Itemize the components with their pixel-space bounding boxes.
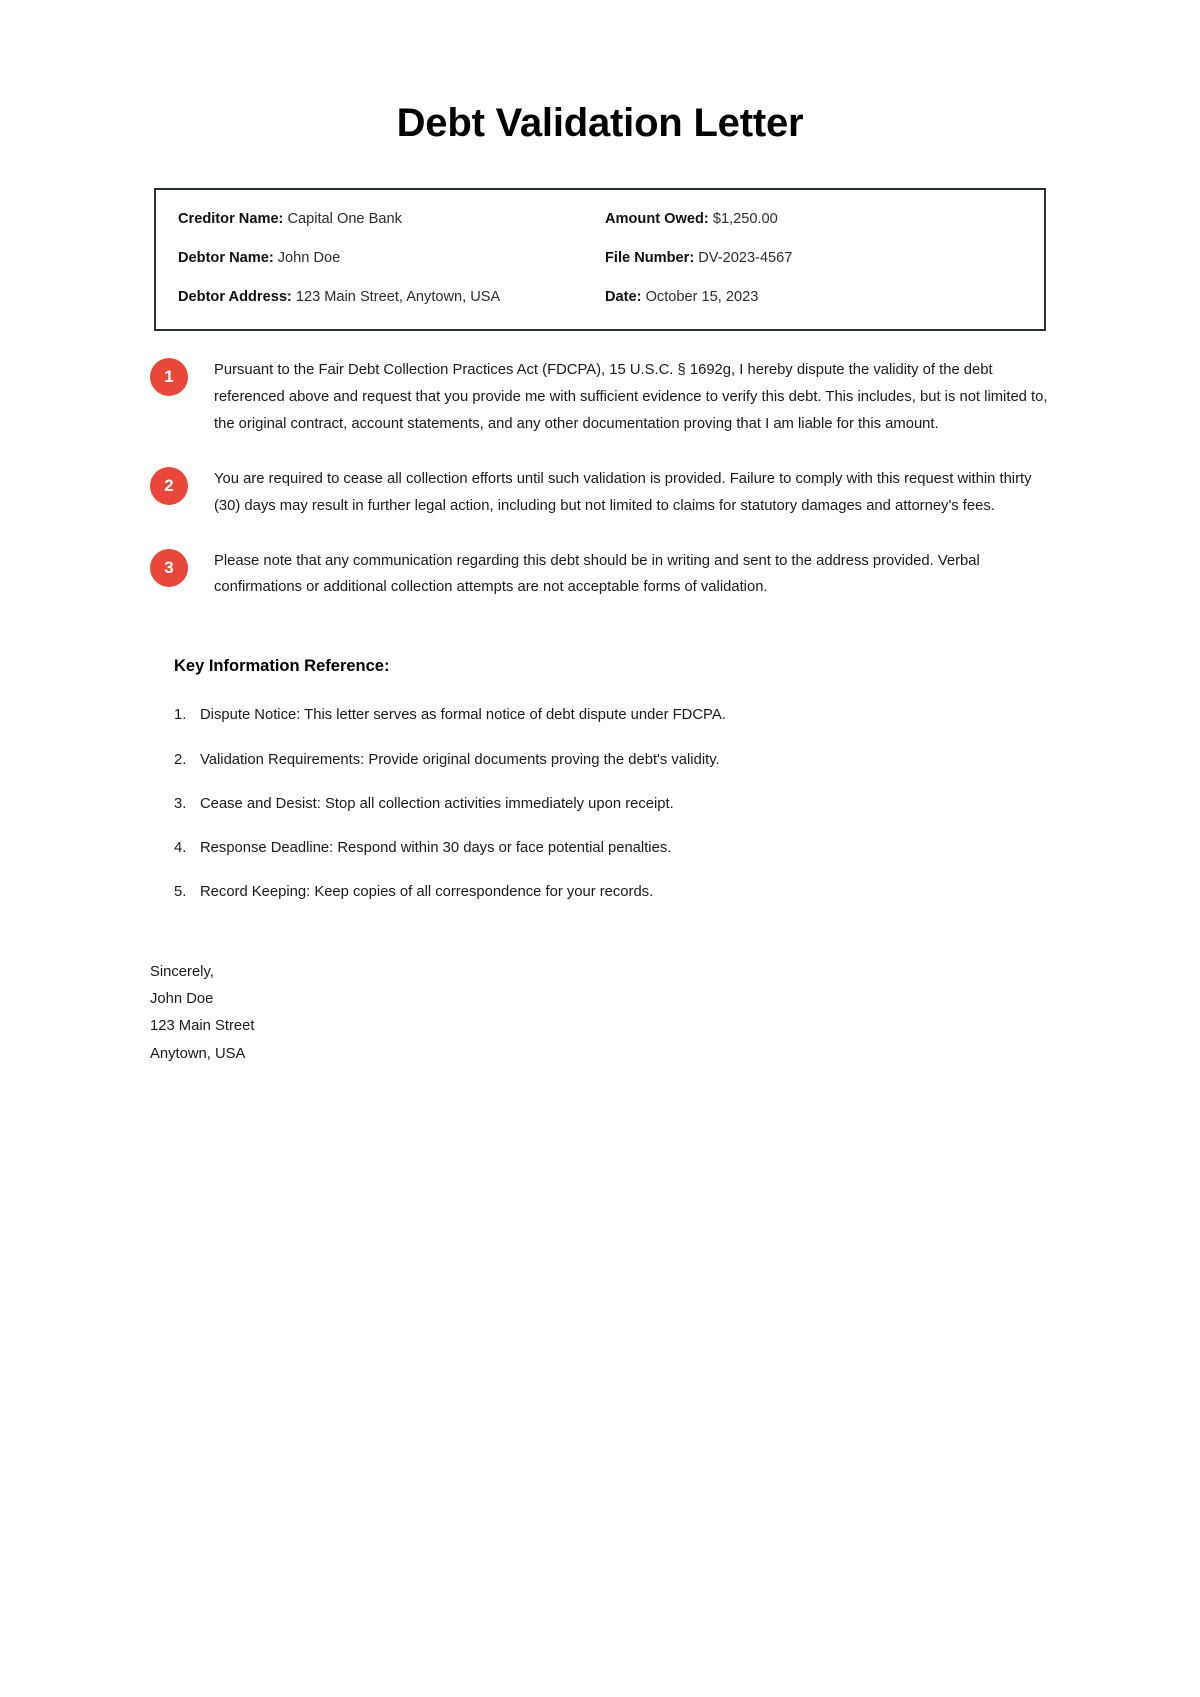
page-bottom-whitespace bbox=[0, 1068, 1200, 1628]
info-grid bbox=[178, 210, 1022, 307]
info-label-file-number: File Number: bbox=[605, 249, 695, 266]
page-title: Debt Validation Letter bbox=[396, 101, 804, 145]
clause-item bbox=[150, 466, 1050, 520]
list-item-label: Validation Requirements: Provide original documents proving the debt's validity. bbox=[200, 751, 720, 768]
key-information-section bbox=[150, 657, 1050, 903]
clause-item bbox=[150, 548, 1050, 602]
clause-number-badge: 2 bbox=[150, 467, 188, 505]
clause-number-badge: 3 bbox=[150, 549, 188, 587]
list-item-number: 4. bbox=[174, 839, 187, 856]
clause-text: Please note that any communication regarding this debt should be in writing and sent to the address provided. Verbal confirmations or additional collection attempts are not acceptable forms of validation. bbox=[214, 552, 980, 596]
info-label-date: Date: bbox=[605, 288, 642, 305]
list-item-number: 2. bbox=[174, 751, 187, 768]
list-item-label: Dispute Notice: This letter serves as formal notice of debt dispute under FDCPA. bbox=[200, 707, 726, 724]
list-item bbox=[174, 704, 1050, 726]
clause-text: Pursuant to the Fair Debt Collection Practices Act (FDCPA), 15 U.S.C. § 1692g, I hereby dispute the validity of the debt referenced above and request that you provide me with sufficient evidence to verify this debt. This includes, but is not limited to, the original contract, account statements, and any other documentation proving that I am liable for this amount. bbox=[214, 361, 1048, 432]
clause-number-badge: 1 bbox=[150, 358, 188, 396]
list-item-number: 3. bbox=[174, 795, 187, 812]
key-information-list bbox=[174, 704, 1050, 903]
list-item bbox=[174, 793, 1050, 815]
info-field-date bbox=[605, 288, 1022, 307]
list-item-number: 5. bbox=[174, 884, 187, 901]
info-value-date: October 15, 2023 bbox=[645, 288, 759, 305]
info-field-amount-owed bbox=[605, 210, 1022, 229]
clause-item bbox=[150, 357, 1050, 438]
info-label-amount-owed: Amount Owed: bbox=[605, 211, 709, 227]
letter-info-box bbox=[154, 188, 1046, 331]
signature-address-city: Anytown, USA bbox=[150, 1045, 246, 1062]
signature-address-street: 123 Main Street bbox=[150, 1018, 255, 1035]
info-value-debtor-address: 123 Main Street, Anytown, USA bbox=[295, 288, 501, 305]
list-item-label: Record Keeping: Keep copies of all correspondence for your records. bbox=[200, 884, 654, 901]
info-field-debtor-address bbox=[178, 288, 595, 307]
list-item bbox=[174, 837, 1050, 859]
info-label-debtor-name: Debtor Name: bbox=[178, 249, 274, 266]
list-item bbox=[174, 749, 1050, 771]
list-item bbox=[174, 881, 1050, 903]
info-value-creditor-name: Capital One Bank bbox=[287, 211, 402, 227]
signature-block bbox=[150, 959, 1050, 1067]
list-item-label: Cease and Desist: Stop all collection activities immediately upon receipt. bbox=[200, 795, 674, 812]
signature-name: John Doe bbox=[150, 991, 214, 1008]
info-field-creditor-name bbox=[178, 210, 595, 229]
info-value-file-number: DV-2023-4567 bbox=[698, 249, 793, 266]
info-label-debtor-address: Debtor Address: bbox=[178, 288, 292, 305]
signature-closing: Sincerely, bbox=[150, 964, 214, 981]
clause-text: You are required to cease all collection efforts until such validation is provided. Failure to comply with this request within thirty (30) days may result in further legal action, including but not limited to claims for statutory damages and attorney's fees. bbox=[214, 470, 1032, 514]
key-information-heading: Key Information Reference: bbox=[174, 657, 390, 676]
info-field-debtor-name bbox=[178, 249, 595, 268]
info-value-debtor-name: John Doe bbox=[277, 249, 341, 266]
list-item-number: 1. bbox=[174, 707, 187, 724]
clause-list bbox=[150, 357, 1050, 601]
info-field-file-number bbox=[605, 249, 1022, 268]
list-item-label: Response Deadline: Respond within 30 days or face potential penalties. bbox=[200, 839, 672, 856]
info-label-creditor-name: Creditor Name: bbox=[178, 211, 284, 227]
info-value-amount-owed: $1,250.00 bbox=[712, 211, 778, 227]
